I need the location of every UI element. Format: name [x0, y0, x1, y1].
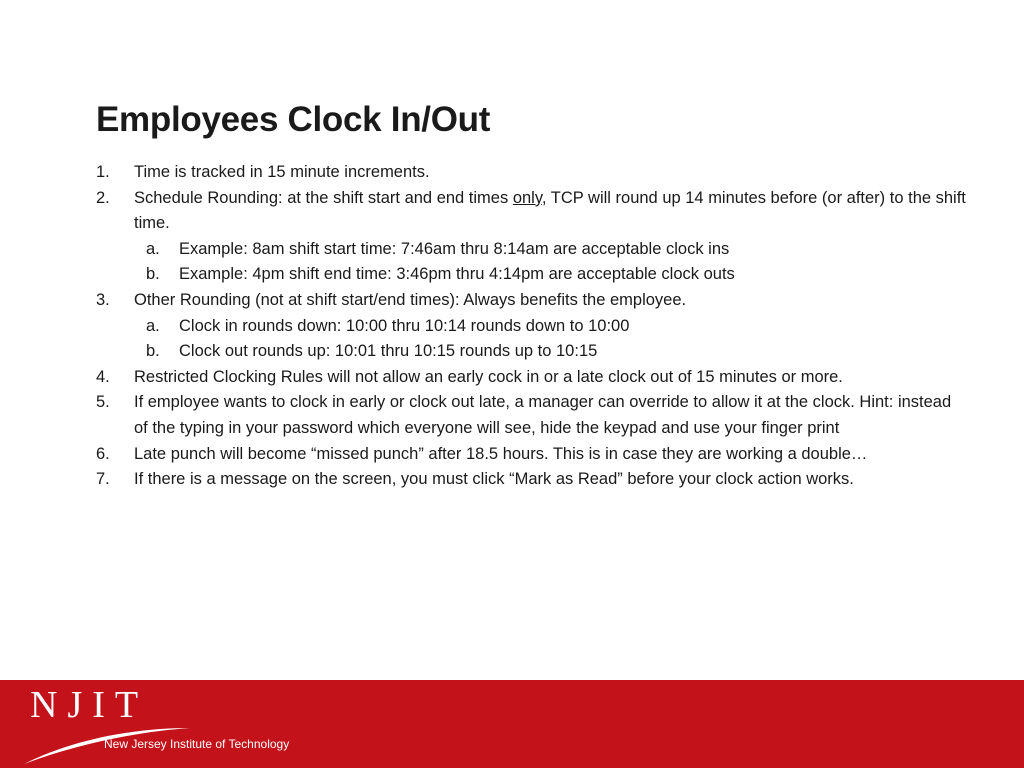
list-item-text	[134, 189, 966, 233]
sub-item-b	[146, 262, 966, 288]
sub-list	[134, 237, 966, 288]
instructions-list	[96, 160, 966, 493]
list-number: 4.	[96, 367, 110, 386]
sub-item-text: Example: 4pm shift end time: 3:46pm thru 4:14pm are acceptable clock outs	[179, 265, 735, 284]
sub-letter: b.	[146, 342, 160, 361]
list-number: 1.	[96, 163, 110, 181]
sub-letter: a.	[146, 239, 160, 258]
list-number: 2.	[96, 188, 110, 207]
text-before-emphasis: Schedule Rounding: at the shift start and end times	[134, 188, 513, 207]
sub-item-b	[146, 339, 966, 365]
list-item-1	[96, 160, 966, 186]
list-item-text: Late punch will become “missed punch” after 18.5 hours. This is in case they are working a double…	[134, 444, 868, 463]
list-item-text: If there is a message on the screen, you must click “Mark as Read” before your clock action works.	[134, 470, 854, 489]
sub-item-text: Example: 8am shift start time: 7:46am thru 8:14am are acceptable clock ins	[179, 239, 730, 258]
njit-logo	[22, 682, 322, 766]
logo-wordmark: NJIT	[30, 684, 149, 726]
logo-tagline: New Jersey Institute of Technology	[104, 737, 290, 751]
list-number: 6.	[96, 444, 110, 463]
sub-letter: b.	[146, 265, 160, 284]
list-item-7	[96, 467, 966, 493]
sub-letter: a.	[146, 316, 160, 335]
list-item-3	[96, 288, 966, 365]
list-item-text: If employee wants to clock in early or clock out late, a manager can override to allow it at the clock. Hint: instead of the typing in your password which everyone will see, hide the keypad and use your finger print	[134, 393, 952, 437]
list-number: 5.	[96, 393, 110, 412]
text-after-emphasis: , TCP will round up 14 minutes before (or after) to the shift time.	[134, 188, 966, 233]
list-item-4	[96, 365, 966, 391]
list-item-text: Other Rounding (not at shift start/end times): Always benefits the employee.	[134, 290, 687, 309]
list-item-6	[96, 442, 966, 468]
sub-list	[134, 314, 966, 365]
sub-item-a	[146, 314, 966, 340]
sub-item-text: Clock out rounds up: 10:01 thru 10:15 rounds up to 10:15	[179, 342, 598, 361]
sub-item-a	[146, 237, 966, 263]
list-number: 7.	[96, 470, 110, 489]
list-item-5	[96, 390, 966, 441]
list-item-2	[96, 186, 966, 288]
sub-item-text: Clock in rounds down: 10:00 thru 10:14 rounds down to 10:00	[179, 316, 630, 335]
emphasized-word: only	[512, 188, 542, 207]
list-item-text: Restricted Clocking Rules will not allow an early cock in or a late clock out of 15 minutes or more.	[134, 367, 843, 386]
slide-title: Employees Clock In/Out	[96, 100, 491, 139]
list-number: 3.	[96, 290, 110, 309]
list-item-text: Time is tracked in 15 minute increments.	[134, 163, 430, 181]
footer-bar	[0, 680, 1024, 768]
